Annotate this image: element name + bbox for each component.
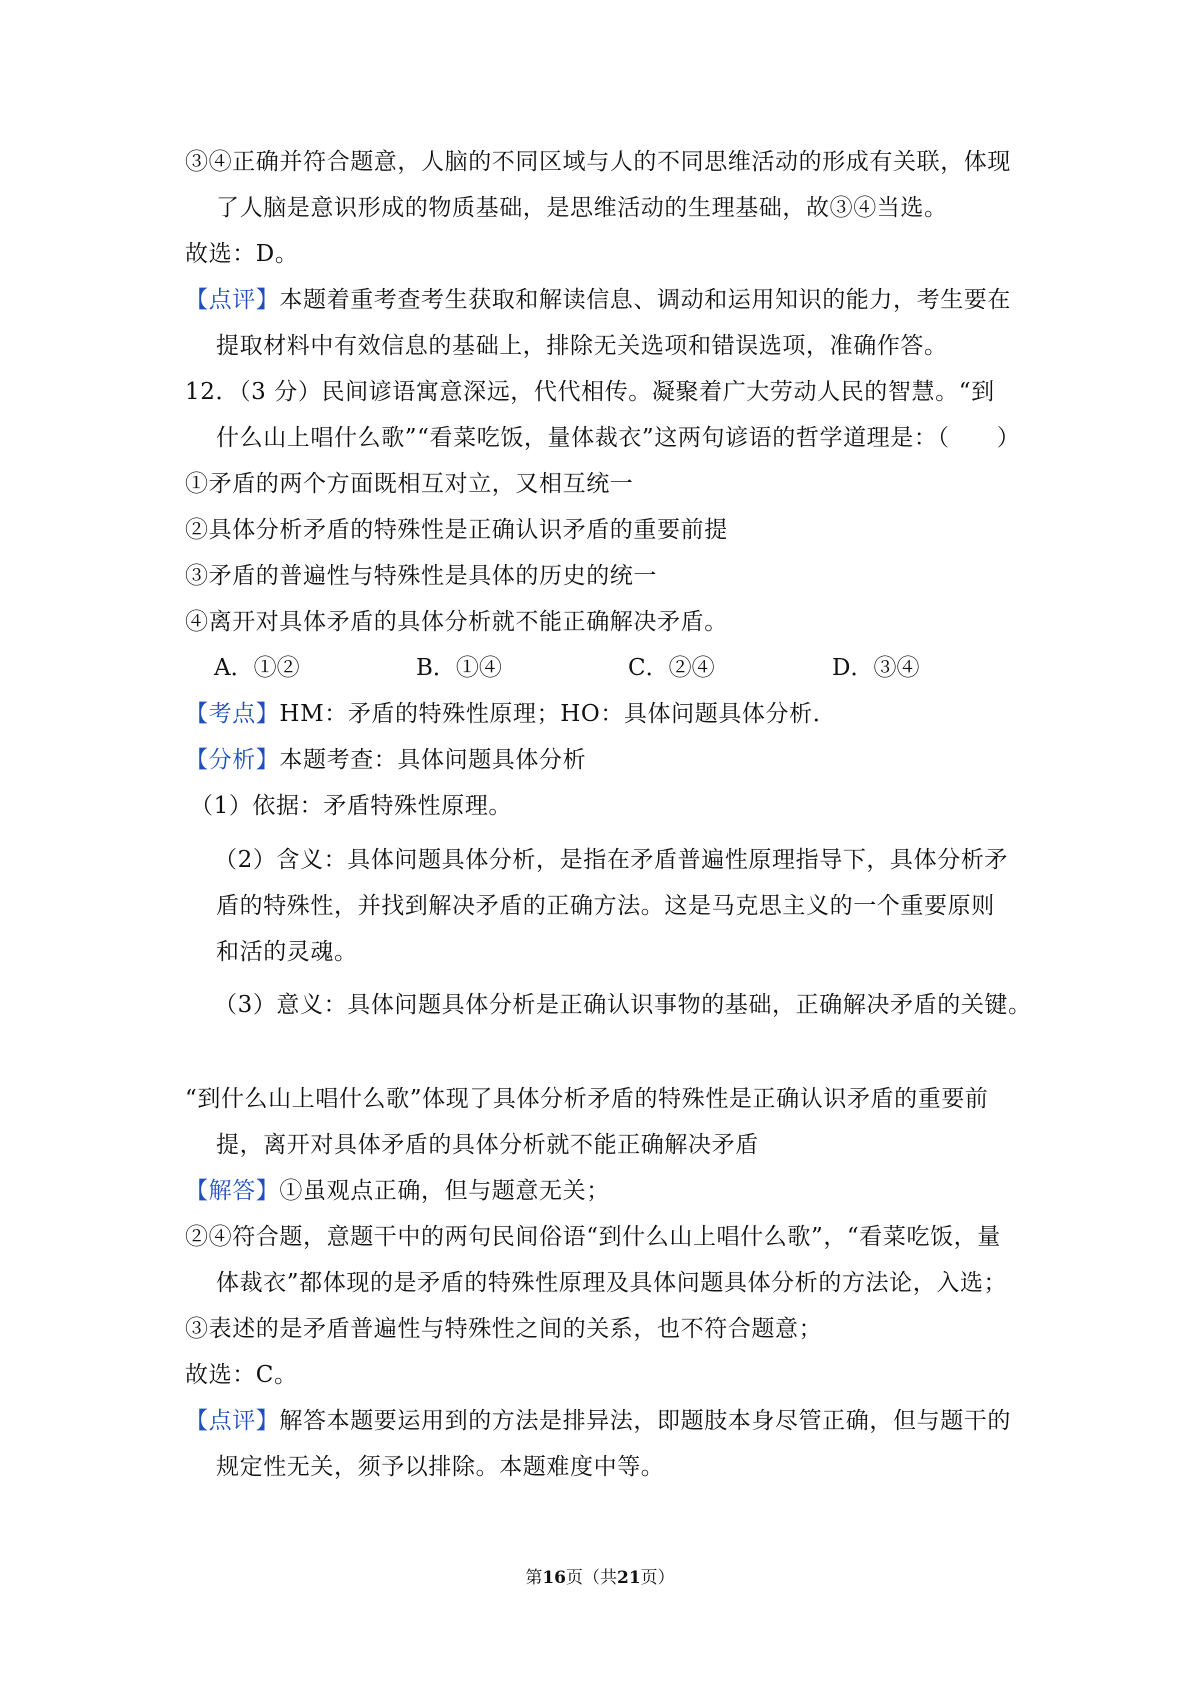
analysis-tag: 【分析】 — [185, 747, 280, 773]
analysis-point-3: （3）意义：具体问题具体分析是正确认识事物的基础，正确解决矛盾的关键。 — [214, 992, 1032, 1018]
text-line: 提，离开对具体矛盾的具体分析就不能正确解决矛盾 — [216, 1132, 759, 1158]
analysis-line — [185, 745, 586, 775]
answer-tag: 【解答】 — [185, 1178, 280, 1204]
answer-line — [185, 1176, 610, 1206]
statement-2: ②具体分析矛盾的特殊性是正确认识矛盾的重要前提 — [185, 517, 728, 543]
answer-text: ①虽观点正确，但与题意无关； — [279, 1178, 610, 1204]
analysis-point-2: （2）含义：具体问题具体分析，是指在矛盾普遍性原理指导下，具体分析矛 — [214, 847, 1009, 873]
option-c: C．②④ — [628, 655, 715, 681]
text-line: 和活的灵魂。 — [216, 939, 358, 965]
footer-mid: 页（共 — [566, 1568, 617, 1588]
comment-text: 本题着重考查考生获取和解读信息、调动和运用知识的能力，考生要在 — [279, 287, 1012, 313]
text-line: 体裁衣”都体现的是矛盾的特殊性原理及具体问题具体分析的方法论，入选； — [216, 1270, 1008, 1296]
text-line: 规定性无关，须予以排除。本题难度中等。 — [216, 1454, 665, 1480]
text-line: ③表述的是矛盾普遍性与特殊性之间的关系，也不符合题意； — [185, 1316, 823, 1342]
text-line: ③④正确并符合题意，人脑的不同区域与人的不同思维活动的形成有关联，体现 — [185, 149, 1011, 175]
option-d: D．③④ — [832, 655, 920, 681]
footer-page-number: 16 — [542, 1568, 566, 1588]
analysis-point-1: （1）依据：矛盾特殊性原理。 — [190, 793, 513, 819]
knowledge-point-text: HM：矛盾的特殊性原理；HO：具体问题具体分析． — [279, 701, 837, 727]
option-a: A．①② — [214, 655, 300, 681]
question-stem: 12．（3 分）民间谚语寓意深远，代代相传。凝聚着广大劳动人民的智慧。“到 — [185, 379, 995, 405]
footer-suffix: 页） — [640, 1568, 675, 1588]
knowledge-point-tag: 【考点】 — [185, 701, 280, 727]
footer-total-pages: 21 — [617, 1568, 641, 1588]
comment-text: 解答本题要运用到的方法是排异法，即题肢本身尽管正确，但与题干的 — [279, 1408, 1012, 1434]
text-line: 故选：D。 — [185, 241, 299, 267]
statement-3: ③矛盾的普遍性与特殊性是具体的历史的统一 — [185, 563, 657, 589]
analysis-text: 本题考查：具体问题具体分析 — [279, 747, 587, 773]
statement-1: ①矛盾的两个方面既相互对立，又相互统一 — [185, 471, 634, 497]
statement-4: ④离开对具体矛盾的具体分析就不能正确解决矛盾。 — [185, 609, 728, 635]
text-line: “到什么山上唱什么歌”体现了具体分析矛盾的特殊性是正确认识矛盾的重要前 — [185, 1086, 989, 1112]
option-b: B．①④ — [416, 655, 502, 681]
text-line: 盾的特殊性，并找到解决矛盾的正确方法。这是马克思主义的一个重要原则 — [216, 893, 995, 919]
question-stem-cont: 什么山上唱什么歌”“看菜吃饭，量体裁衣”这两句谚语的哲学道理是：（ ） — [216, 425, 1021, 451]
comment-line — [185, 1406, 1011, 1436]
text-line: 故选：C。 — [185, 1362, 298, 1388]
comment-line — [185, 285, 1011, 315]
knowledge-point-line — [185, 699, 836, 729]
page-footer — [0, 1567, 1200, 1589]
comment-tag: 【点评】 — [185, 1408, 280, 1434]
text-line: ②④符合题，意题干中的两句民间俗语“到什么山上唱什么歌”，“看菜吃饭，量 — [185, 1224, 1001, 1250]
text-line: 提取材料中有效信息的基础上，排除无关选项和错误选项，准确作答。 — [216, 333, 948, 359]
text-line: 了人脑是意识形成的物质基础，是思维活动的生理基础，故③④当选。 — [216, 195, 948, 221]
footer-prefix: 第 — [525, 1568, 543, 1588]
comment-tag: 【点评】 — [185, 287, 280, 313]
